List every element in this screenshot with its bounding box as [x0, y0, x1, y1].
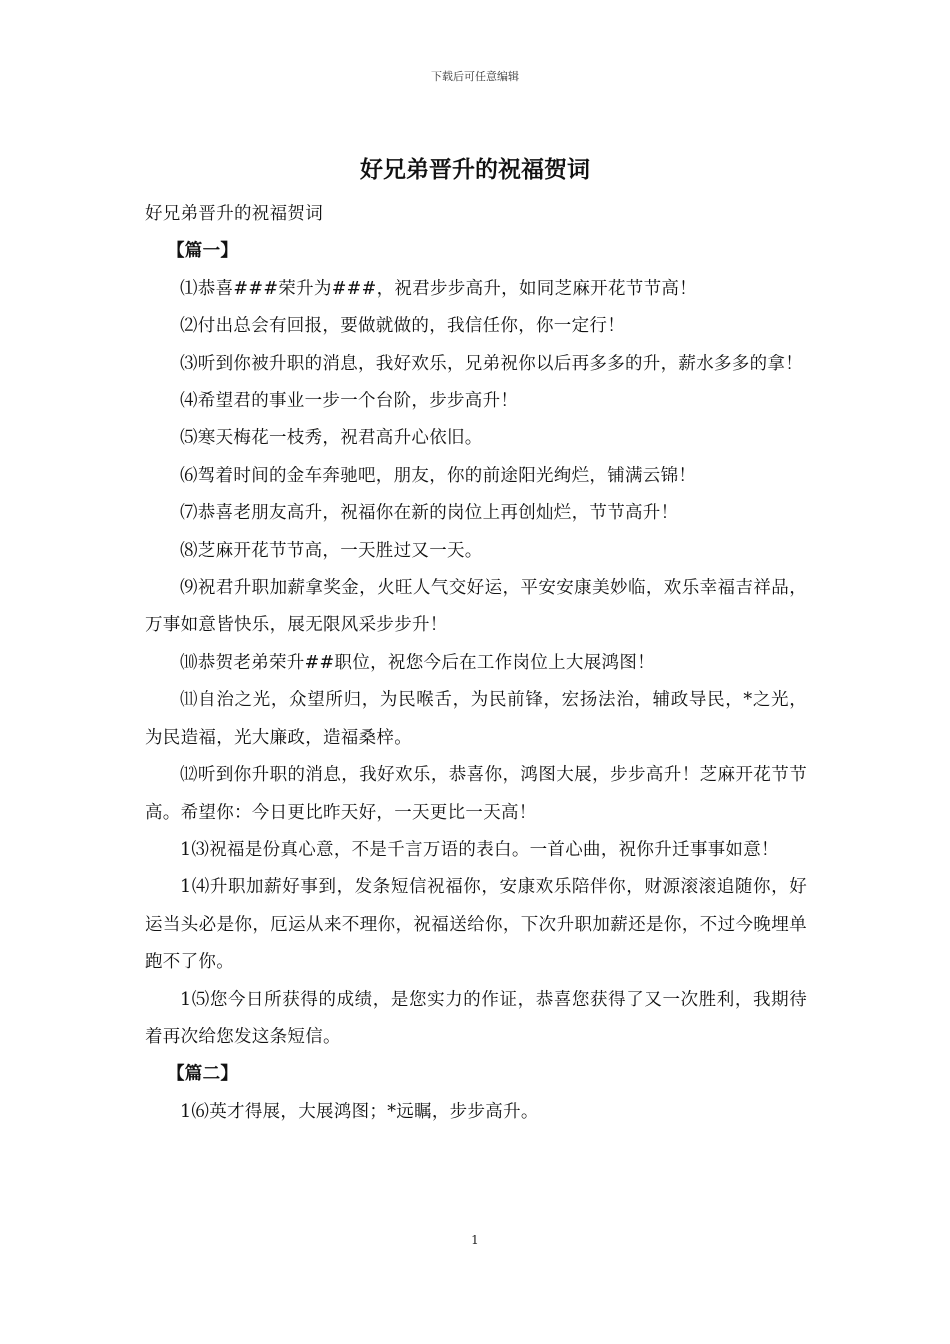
section-heading-1: 【篇一】	[167, 241, 239, 262]
paragraph-item: ⑼祝君升职加薪拿奖金，火旺人气交好运，平安安康美妙临，欢乐幸福吉祥品，万事如意皆快乐，展无限风采步步升！	[145, 578, 807, 636]
document-subtitle: 好兄弟晋升的祝福贺词	[145, 204, 323, 224]
document-body	[145, 196, 807, 1131]
paragraph-item: ⑾自治之光，众望所归，为民喉舌，为民前锋，宏扬法治，辅政导民，*之光，为民造福，光大廉政，造福桑梓。	[145, 690, 807, 748]
paragraph-item: ⑺恭喜老朋友高升，祝福你在新的岗位上再创灿烂，节节高升！	[180, 503, 679, 524]
paragraph-item: 1⑷升职加薪好事到，发条短信祝福你，安康欢乐陪伴你，财源滚滚追随你，好运当头必是你，厄运从来不理你，祝福送给你，下次升职加薪还是你，不过今晚埋单跑不了你。	[145, 877, 807, 973]
paragraph-item: ⑽恭贺老弟荣升##职位，祝您今后在工作岗位上大展鸿图！	[180, 652, 655, 673]
paragraph-item: ⑹驾着时间的金车奔驰吧，朋友，你的前途阳光绚烂，铺满云锦！	[180, 465, 697, 486]
page-number: 1	[471, 1233, 479, 1247]
paragraph-item: ⑿听到你升职的消息，我好欢乐，恭喜你，鸿图大展，步步高升！芝麻开花节节高。希望你：今日更比昨天好，一天更比一天高！	[145, 765, 807, 823]
paragraph-item: 1⑹英才得展，大展鸿图；*远瞩，步步高升。	[180, 1101, 539, 1122]
paragraph-item: ⑸寒天梅花一枝秀，祝君高升心依旧。	[180, 428, 483, 449]
paragraph-item: ⑷希望君的事业一步一个台阶，步步高升！	[180, 391, 519, 412]
paragraph-item: 1⑶祝福是份真心意，不是千言万语的表白。一首心曲，祝你升迁事事如意！	[180, 839, 779, 860]
section-heading-2: 【篇二】	[167, 1064, 239, 1085]
paragraph-item: 1⑸您今日所获得的成绩，是您实力的作证，恭喜您获得了又一次胜利，我期待着再次给您发这条短信。	[145, 989, 807, 1047]
page-header-note: 下载后可任意编辑	[431, 70, 519, 83]
paragraph-item: ⑻芝麻开花节节高，一天胜过又一天。	[180, 540, 483, 561]
document-title: 好兄弟晋升的祝福贺词	[360, 156, 590, 183]
paragraph-item: ⑶听到你被升职的消息，我好欢乐，兄弟祝你以后再多多的升，薪水多多的拿！	[180, 353, 803, 374]
paragraph-item: ⑴恭喜###荣升为###，祝君步步高升，如同芝麻开花节节高！	[180, 278, 697, 299]
paragraph-item: ⑵付出总会有回报，要做就做的，我信任你，你一定行！	[180, 316, 625, 337]
